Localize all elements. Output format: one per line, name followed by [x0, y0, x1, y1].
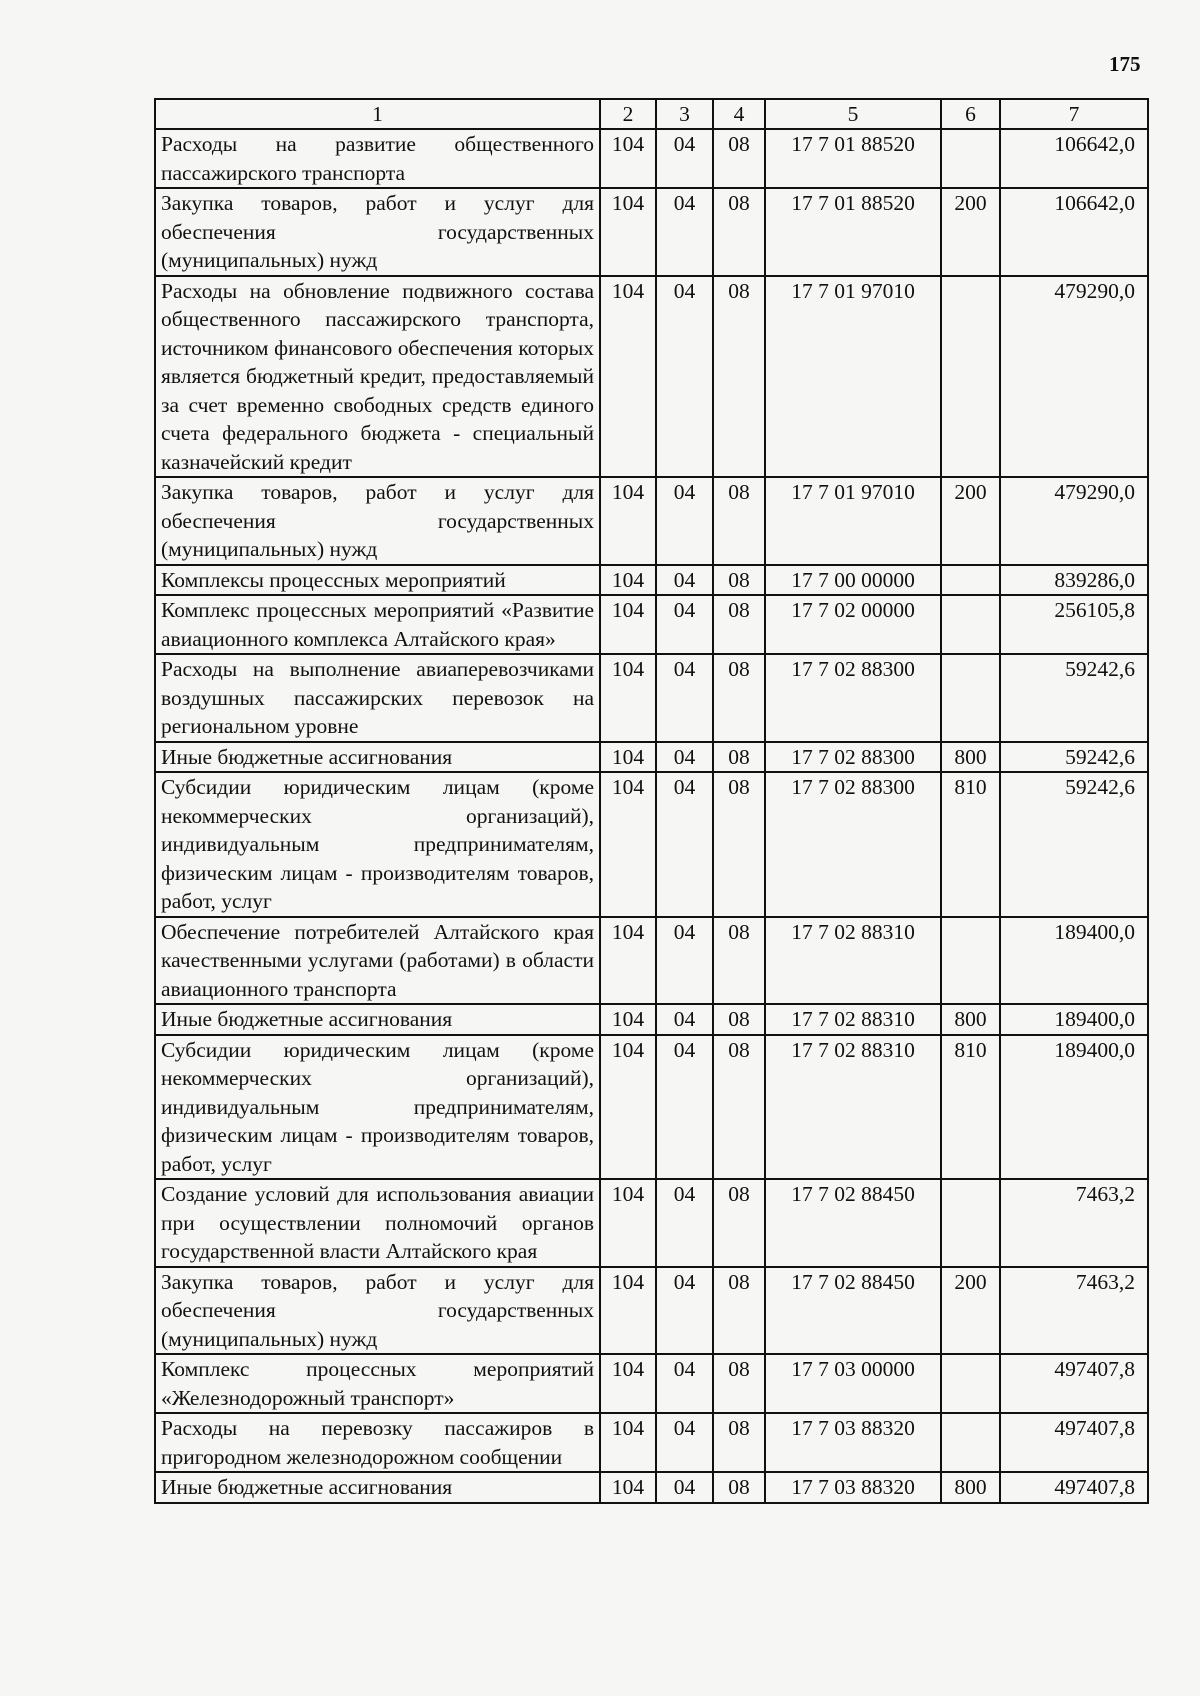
expense-type-cell: [941, 1354, 1000, 1413]
expense-type-cell: [941, 595, 1000, 654]
expense-type-cell: [941, 565, 1000, 596]
target-article-cell: 17 7 03 00000: [765, 1354, 941, 1413]
subsection-code-cell: 08: [713, 565, 765, 596]
subsection-code-cell: 08: [713, 129, 765, 188]
ministry-code-cell: 104: [600, 1472, 656, 1503]
table-row: [155, 595, 1148, 654]
subsection-code-cell: 08: [713, 917, 765, 1005]
ministry-code-cell: 104: [600, 595, 656, 654]
table-row: [155, 742, 1148, 773]
table-row: [155, 129, 1148, 188]
target-article-cell: 17 7 02 88300: [765, 742, 941, 773]
subsection-code-cell: 08: [713, 595, 765, 654]
column-header: 5: [765, 99, 941, 129]
table-row: [155, 917, 1148, 1005]
expense-name-cell: Иные бюджетные ассигнования: [155, 1472, 600, 1503]
table-row: [155, 276, 1148, 478]
subsection-code-cell: 08: [713, 1354, 765, 1413]
section-code-cell: 04: [656, 595, 713, 654]
amount-cell: 189400,0: [1000, 1004, 1148, 1035]
ministry-code-cell: 104: [600, 917, 656, 1005]
expense-type-cell: 200: [941, 477, 1000, 565]
table-row: [155, 1004, 1148, 1035]
target-article-cell: 17 7 00 00000: [765, 565, 941, 596]
section-code-cell: 04: [656, 917, 713, 1005]
section-code-cell: 04: [656, 1472, 713, 1503]
ministry-code-cell: 104: [600, 742, 656, 773]
page-number: 175: [1109, 52, 1141, 76]
expense-name-cell: Расходы на развитие общественного пассажирского транспорта: [155, 129, 600, 188]
expense-type-cell: [941, 654, 1000, 742]
amount-cell: 59242,6: [1000, 772, 1148, 917]
amount-cell: 59242,6: [1000, 654, 1148, 742]
table-row: [155, 1354, 1148, 1413]
amount-cell: 106642,0: [1000, 129, 1148, 188]
section-code-cell: 04: [656, 654, 713, 742]
expense-name-cell: Создание условий для использования авиации при осуществлении полномочий органов государственной власти Алтайского края: [155, 1179, 600, 1267]
expense-type-cell: [941, 276, 1000, 478]
table-row: [155, 1472, 1148, 1503]
amount-cell: 497407,8: [1000, 1472, 1148, 1503]
table-row: [155, 188, 1148, 276]
target-article-cell: 17 7 03 88320: [765, 1413, 941, 1472]
subsection-code-cell: 08: [713, 654, 765, 742]
expense-type-cell: [941, 917, 1000, 1005]
expense-type-cell: 200: [941, 1267, 1000, 1355]
ministry-code-cell: 104: [600, 1267, 656, 1355]
table-row: [155, 1179, 1148, 1267]
expense-name-cell: Субсидии юридическим лицам (кроме некоммерческих организаций), индивидуальным предпринимателям, физическим лицам - производителям товаров, работ, услуг: [155, 772, 600, 917]
amount-cell: 189400,0: [1000, 917, 1148, 1005]
section-code-cell: 04: [656, 1354, 713, 1413]
column-header: 3: [656, 99, 713, 129]
target-article-cell: 17 7 02 00000: [765, 595, 941, 654]
target-article-cell: 17 7 01 97010: [765, 477, 941, 565]
ministry-code-cell: 104: [600, 654, 656, 742]
amount-cell: 7463,2: [1000, 1179, 1148, 1267]
expense-name-cell: Обеспечение потребителей Алтайского края качественными услугами (работами) в области авиационного транспорта: [155, 917, 600, 1005]
ministry-code-cell: 104: [600, 188, 656, 276]
table-row: [155, 1035, 1148, 1180]
target-article-cell: 17 7 02 88450: [765, 1179, 941, 1267]
ministry-code-cell: 104: [600, 1004, 656, 1035]
table-row: [155, 565, 1148, 596]
expense-name-cell: Расходы на выполнение авиаперевозчиками воздушных пассажирских перевозок на региональном уровне: [155, 654, 600, 742]
ministry-code-cell: 104: [600, 477, 656, 565]
ministry-code-cell: 104: [600, 129, 656, 188]
ministry-code-cell: 104: [600, 772, 656, 917]
subsection-code-cell: 08: [713, 1004, 765, 1035]
subsection-code-cell: 08: [713, 1413, 765, 1472]
section-code-cell: 04: [656, 1035, 713, 1180]
expense-type-cell: 810: [941, 772, 1000, 917]
expense-name-cell: Расходы на перевозку пассажиров в пригородном железнодорожном сообщении: [155, 1413, 600, 1472]
subsection-code-cell: 08: [713, 276, 765, 478]
expense-type-cell: 800: [941, 742, 1000, 773]
ministry-code-cell: 104: [600, 1035, 656, 1180]
budget-table: [154, 98, 1149, 1504]
amount-cell: 106642,0: [1000, 188, 1148, 276]
table-row: [155, 477, 1148, 565]
expense-name-cell: Закупка товаров, работ и услуг для обеспечения государственных (муниципальных) нужд: [155, 188, 600, 276]
expense-type-cell: 800: [941, 1004, 1000, 1035]
column-header: 6: [941, 99, 1000, 129]
target-article-cell: 17 7 02 88450: [765, 1267, 941, 1355]
expense-name-cell: Субсидии юридическим лицам (кроме некоммерческих организаций), индивидуальным предпринимателям, физическим лицам - производителям товаров, работ, услуг: [155, 1035, 600, 1180]
expense-name-cell: Комплексы процессных мероприятий: [155, 565, 600, 596]
amount-cell: 497407,8: [1000, 1354, 1148, 1413]
amount-cell: 479290,0: [1000, 477, 1148, 565]
ministry-code-cell: 104: [600, 1354, 656, 1413]
target-article-cell: 17 7 02 88300: [765, 654, 941, 742]
expense-type-cell: 810: [941, 1035, 1000, 1180]
table-body: [155, 129, 1148, 1503]
target-article-cell: 17 7 01 88520: [765, 129, 941, 188]
table-row: [155, 1267, 1148, 1355]
section-code-cell: 04: [656, 276, 713, 478]
subsection-code-cell: 08: [713, 742, 765, 773]
subsection-code-cell: 08: [713, 1035, 765, 1180]
column-header: 2: [600, 99, 656, 129]
section-code-cell: 04: [656, 1179, 713, 1267]
target-article-cell: 17 7 01 88520: [765, 188, 941, 276]
target-article-cell: 17 7 02 88300: [765, 772, 941, 917]
column-header: 7: [1000, 99, 1148, 129]
section-code-cell: 04: [656, 477, 713, 565]
target-article-cell: 17 7 02 88310: [765, 1004, 941, 1035]
ministry-code-cell: 104: [600, 565, 656, 596]
section-code-cell: 04: [656, 1413, 713, 1472]
amount-cell: 189400,0: [1000, 1035, 1148, 1180]
section-code-cell: 04: [656, 129, 713, 188]
subsection-code-cell: 08: [713, 772, 765, 917]
target-article-cell: 17 7 03 88320: [765, 1472, 941, 1503]
expense-type-cell: 200: [941, 188, 1000, 276]
amount-cell: 59242,6: [1000, 742, 1148, 773]
section-code-cell: 04: [656, 1004, 713, 1035]
subsection-code-cell: 08: [713, 1179, 765, 1267]
expense-name-cell: Комплекс процессных мероприятий «Железнодорожный транспорт»: [155, 1354, 600, 1413]
ministry-code-cell: 104: [600, 1179, 656, 1267]
expense-name-cell: Иные бюджетные ассигнования: [155, 742, 600, 773]
target-article-cell: 17 7 01 97010: [765, 276, 941, 478]
subsection-code-cell: 08: [713, 188, 765, 276]
amount-cell: 256105,8: [1000, 595, 1148, 654]
table-row: [155, 654, 1148, 742]
subsection-code-cell: 08: [713, 477, 765, 565]
expense-name-cell: Расходы на обновление подвижного состава общественного пассажирского транспорта, источником финансового обеспечения которых является бюджетный кредит, предоставляемый за счет временно свободных средств единого счета федерального бюджета - специальный казначейский кредит: [155, 276, 600, 478]
expense-type-cell: [941, 129, 1000, 188]
ministry-code-cell: 104: [600, 1413, 656, 1472]
target-article-cell: 17 7 02 88310: [765, 917, 941, 1005]
table-header-row: [155, 99, 1148, 129]
expense-type-cell: [941, 1179, 1000, 1267]
expense-name-cell: Иные бюджетные ассигнования: [155, 1004, 600, 1035]
table-row: [155, 1413, 1148, 1472]
table-row: [155, 772, 1148, 917]
section-code-cell: 04: [656, 1267, 713, 1355]
subsection-code-cell: 08: [713, 1267, 765, 1355]
section-code-cell: 04: [656, 772, 713, 917]
section-code-cell: 04: [656, 188, 713, 276]
ministry-code-cell: 104: [600, 276, 656, 478]
expense-type-cell: [941, 1413, 1000, 1472]
expense-type-cell: 800: [941, 1472, 1000, 1503]
amount-cell: 7463,2: [1000, 1267, 1148, 1355]
expense-name-cell: Закупка товаров, работ и услуг для обеспечения государственных (муниципальных) нужд: [155, 1267, 600, 1355]
section-code-cell: 04: [656, 742, 713, 773]
amount-cell: 479290,0: [1000, 276, 1148, 478]
section-code-cell: 04: [656, 565, 713, 596]
expense-name-cell: Комплекс процессных мероприятий «Развитие авиационного комплекса Алтайского края»: [155, 595, 600, 654]
expense-name-cell: Закупка товаров, работ и услуг для обеспечения государственных (муниципальных) нужд: [155, 477, 600, 565]
target-article-cell: 17 7 02 88310: [765, 1035, 941, 1180]
column-header: 4: [713, 99, 765, 129]
subsection-code-cell: 08: [713, 1472, 765, 1503]
amount-cell: 839286,0: [1000, 565, 1148, 596]
amount-cell: 497407,8: [1000, 1413, 1148, 1472]
column-header: 1: [155, 99, 600, 129]
